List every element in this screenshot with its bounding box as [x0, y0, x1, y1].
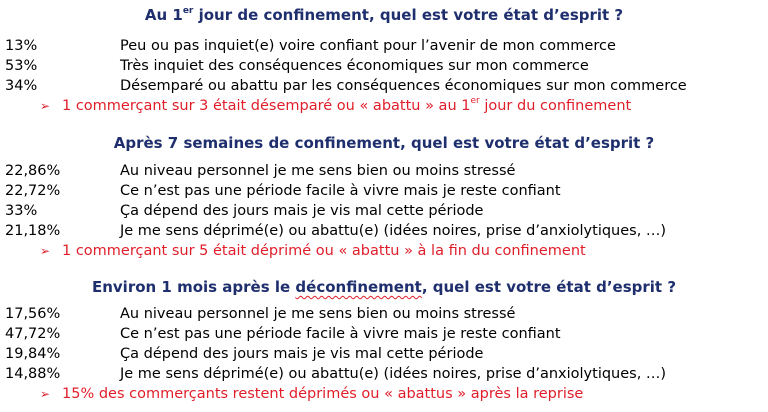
list-item [0, 306, 768, 326]
section-2-title: Après 7 semaines de confinement, quel est votre état d’esprit ? [113, 134, 655, 152]
response-text: Je me sens déprimé(e) ou abattu(e) (idées noires, prise d’anxiolytiques, …) [120, 223, 667, 239]
list-item [0, 78, 768, 98]
list-item [0, 326, 768, 346]
list-item [0, 38, 768, 58]
list-item [0, 366, 768, 386]
percentage: 53% [5, 58, 38, 74]
list-item [0, 346, 768, 366]
section-1-title: Au 1er jour de confinement, quel est votre état d’esprit ? [144, 6, 624, 24]
section-1-conclusion: ➢ 1 commerçant sur 3 était désemparé ou « abattu » au 1er jour du confinement [40, 96, 632, 114]
list-item [0, 163, 768, 183]
percentage: 14,88% [5, 366, 61, 382]
arrow-bullet-icon: ➢ [40, 244, 51, 258]
percentage: 34% [5, 78, 38, 94]
percentage: 22,86% [5, 163, 61, 179]
response-text: Ça dépend des jours mais je vis mal cette période [120, 203, 484, 219]
list-item [0, 183, 768, 203]
percentage: 13% [5, 38, 38, 54]
response-text: Ce n’est pas une période facile à vivre mais je reste confiant [120, 183, 561, 199]
response-text: Je me sens déprimé(e) ou abattu(e) (idées noires, prise d’anxiolytiques, …) [120, 366, 667, 382]
percentage: 22,72% [5, 183, 61, 199]
percentage: 47,72% [5, 326, 61, 342]
arrow-bullet-icon: ➢ [40, 387, 51, 401]
response-text: Peu ou pas inquiet(e) voire confiant pour l’avenir de mon commerce [120, 38, 616, 54]
response-text: Au niveau personnel je me sens bien ou moins stressé [120, 163, 516, 179]
list-item [0, 203, 768, 223]
response-text: Ce n’est pas une période facile à vivre mais je reste confiant [120, 326, 561, 342]
section-3-conclusion: ➢ 15% des commerçants restent déprimés ou « abattus » après la reprise [40, 386, 584, 402]
section-2-conclusion: ➢ 1 commerçant sur 5 était déprimé ou « abattu » à la fin du confinement [40, 243, 586, 259]
list-item [0, 223, 768, 243]
response-text: Au niveau personnel je me sens bien ou moins stressé [120, 306, 516, 322]
response-text: Ça dépend des jours mais je vis mal cette période [120, 346, 484, 362]
percentage: 17,56% [5, 306, 61, 322]
percentage: 33% [5, 203, 38, 219]
response-text: Très inquiet des conséquences économiques sur mon commerce [120, 58, 589, 74]
response-text: Désemparé ou abattu par les conséquences économiques sur mon commerce [120, 78, 687, 94]
percentage: 21,18% [5, 223, 61, 239]
arrow-bullet-icon: ➢ [40, 99, 51, 113]
list-item [0, 58, 768, 78]
section-3-title: Environ 1 mois après le déconfinement, quel est votre état d’esprit ? [91, 278, 677, 296]
percentage: 19,84% [5, 346, 61, 362]
